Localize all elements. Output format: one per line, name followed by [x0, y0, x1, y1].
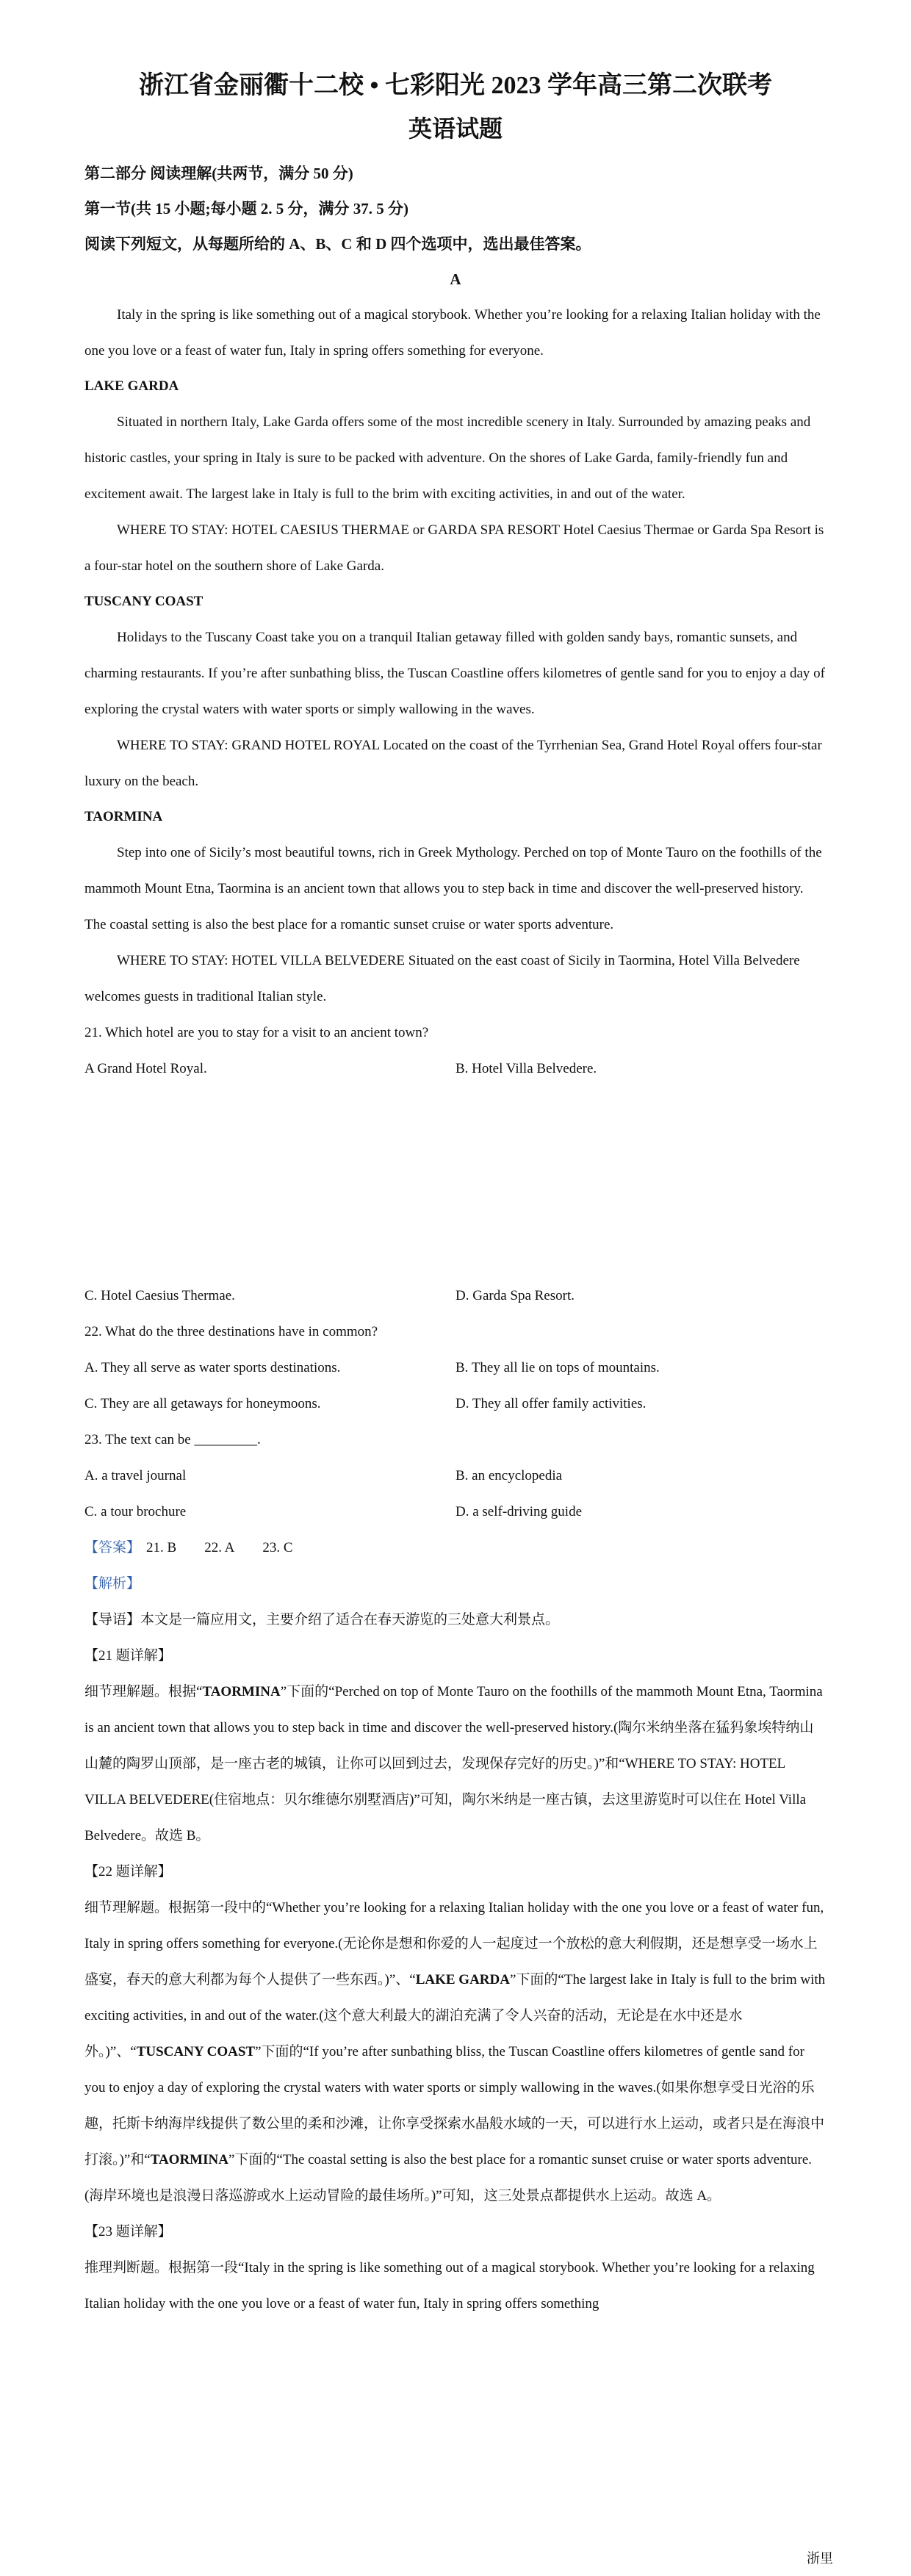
taormina-paragraph: Step into one of Sicily’s most beautiful towns, rich in Greek Mythology. Perched on top of Monte Tauro on the foothills of the mammoth Mount Etna, Taormina is an ancient town that allows you to step back in time and discover the well-preserved history. The coastal setting is also the best place for a romantic sunset cruise or water sports adventure.: [84, 845, 822, 932]
question-23-options-cd: [84, 1494, 827, 1530]
heading-taormina: TAORMINA: [84, 809, 163, 824]
q21-detail-heading: 【21 题详解】: [84, 1648, 172, 1663]
heading-tuscany-coast: TUSCANY COAST: [84, 594, 204, 609]
exam-title: 浙江省金丽衢十二校 • 七彩阳光 2023 学年高三第二次联考: [139, 72, 772, 99]
question-22-option-d: D. They all offer family activities.: [455, 1396, 647, 1411]
q23-detail-heading: 【23 题详解】: [84, 2224, 172, 2239]
analysis-label: 【解析】: [84, 1576, 141, 1591]
answer-label: 【答案】: [84, 1540, 141, 1555]
part-heading: 第二部分 阅读理解(共两节，满分 50 分): [84, 165, 353, 182]
heading-lake-garda: LAKE GARDA: [84, 378, 179, 394]
answer-21: 21. B: [146, 1540, 177, 1555]
taormina-stay: WHERE TO STAY: HOTEL VILLA BELVEDERE Situated on the east coast of Sicily in Taormina, Hotel Villa Belvedere welcomes guests in traditional Italian style.: [84, 953, 800, 1004]
tuscany-paragraph: Holidays to the Tuscany Coast take you on a tranquil Italian getaway filled with golden sandy bays, romantic sunsets, and charming restaurants. If you’re after sunbathing bliss, the Tuscan Coastline offers kilometres of gentle sand for you to enjoy a day of exploring the crystal waters with water sports or simply wallowing in the waves.: [84, 630, 825, 717]
question-22-option-a: A. They all serve as water sports destinations.: [84, 1360, 341, 1375]
exam-subtitle: 英语试题: [408, 115, 503, 142]
question-21-option-c: C. Hotel Caesius Thermae.: [84, 1288, 235, 1303]
q23-detail-text: 推理判断题。根据第一段“Italy in the spring is like something out of a magical storybook. Whether you’re looking for a relaxing Italian holiday with the one you love or a feast of water fun, Italy in spring offers something: [84, 2260, 815, 2311]
q22-detail-heading: 【22 题详解】: [84, 1864, 172, 1879]
instruction-text: 阅读下列短文，从每题所给的 A、B、C 和 D 四个选项中，选出最佳答案。: [84, 235, 591, 253]
tuscany-stay: WHERE TO STAY: GRAND HOTEL ROYAL Located on the coast of the Tyrrhenian Sea, Grand Hotel Royal offers four-star luxury on the beach.: [84, 738, 822, 789]
question-21-options-ab: [84, 1051, 827, 1087]
answer-23: 23. C: [262, 1540, 293, 1555]
question-21-option-d: D. Garda Spa Resort.: [455, 1288, 575, 1303]
question-23-option-c: C. a tour brochure: [84, 1504, 187, 1519]
question-23-option-d: D. a self-driving guide: [455, 1504, 583, 1519]
question-21-option-b: B. Hotel Villa Belvedere.: [455, 1061, 597, 1076]
answer-line: [84, 1530, 827, 1566]
question-22-option-b: B. They all lie on tops of mountains.: [455, 1360, 660, 1375]
document-page: [84, 68, 827, 2322]
question-21-options-cd: [84, 1278, 827, 1314]
question-22-option-c: C. They are all getaways for honeymoons.: [84, 1396, 321, 1411]
question-21-stem: 21. Which hotel are you to stay for a visit to an ancient town?: [84, 1025, 429, 1040]
passage-label: A: [450, 270, 461, 288]
question-23-options-ab: [84, 1458, 827, 1494]
question-23-option-a: A. a travel journal: [84, 1468, 187, 1483]
q22-detail-text: 细节理解题。根据第一段中的“Whether you’re looking for a relaxing Italian holiday with the one you love or a feast of water fun, Italy in spring offers something for everyone.(无论你是想和你爱的人一起度过一个放松的意大利假期，还是想享受一场水上盛宴，春天的意大利都为每个人提供了一些东西。)”、“LAKE GARDA”下面的“The largest lake in Italy is full to the brim with exciting activities, in and out of the water.(这个意大利最大的湖泊充满了令人兴奋的活动，无论是在水中还是水外。)”、“TUSCANY COAST”下面的“If you’re after sunbathing bliss, the Tuscan Coastline offers kilometres of gentle sand for you to enjoy a day of exploring the crystal waters with water sports or simply wallowing in the waves.(如果你想享受日光浴的乐趣，托斯卡纳海岸线提供了数公里的柔和沙滩，让你享受探索水晶般水域的一天，可以进行水上运动，或者只是在海浪中打滚。)”和“TAORMINA”下面的“The coastal setting is also the best place for a romantic sunset cruise or water sports adventure.(海岸环境也是浪漫日落巡游或水上运动冒险的最佳场所。)”可知，这三处景点都提供水上运动。故选 A。: [84, 1900, 826, 2203]
section-heading: 第一节(共 15 小题;每小题 2. 5 分，满分 37. 5 分): [84, 200, 408, 217]
q21-detail-text: 细节理解题。根据“TAORMINA”下面的“Perched on top of Monte Tauro on the foothills of the mammoth Mount Etna, Taormina is an ancient town that allows you to step back in time and discover the well-preserved history.(陶尔米纳坐落在猛犸象埃特纳山山麓的陶罗山顶部，是一座古老的城镇，让你可以回到过去，发现保存完好的历史。)”和“WHERE TO STAY: HOTEL VILLA BELVEDERE(住宿地点：贝尔维德尔别墅酒店)”可知，陶尔米纳是一座古镇，去这里游览时可以住在 Hotel Villa Belvedere。故选 B。: [84, 1684, 823, 1843]
lake-garda-paragraph: Situated in northern Italy, Lake Garda offers some of the most incredible scenery in Italy. Surrounded by amazing peaks and historic castles, your spring in Italy is sure to be packed with adventure. On the shores of Lake Garda, family-friendly fun and excitement await. The largest lake in Italy is full to the brim with exciting activities, in and out of the water.: [84, 414, 811, 502]
question-23-option-b: B. an encyclopedia: [455, 1468, 563, 1483]
passage-intro: Italy in the spring is like something out of a magical storybook. Whether you’re looking for a relaxing Italian holiday with the one you love or a feast of water fun, Italy in spring offers something for everyone.: [84, 307, 821, 359]
question-21-option-a: A Grand Hotel Royal.: [84, 1061, 207, 1076]
question-22-options-ab: [84, 1350, 827, 1386]
blank-gap: [84, 1087, 827, 1278]
lake-garda-stay: WHERE TO STAY: HOTEL CAESIUS THERMAE or GARDA SPA RESORT Hotel Caesius Thermae or Garda Spa Resort is a four-star hotel on the southern shore of Lake Garda.: [84, 522, 824, 574]
question-22-stem: 22. What do the three destinations have in common?: [84, 1324, 378, 1339]
answer-22: 22. A: [204, 1540, 235, 1555]
question-22-options-cd: [84, 1386, 827, 1422]
footer-watermark: 浙里: [807, 2551, 833, 2566]
analysis-guide: 【导语】本文是一篇应用文，主要介绍了适合在春天游览的三处意大利景点。: [84, 1612, 560, 1627]
question-23-stem: 23. The text can be _________.: [84, 1432, 261, 1447]
